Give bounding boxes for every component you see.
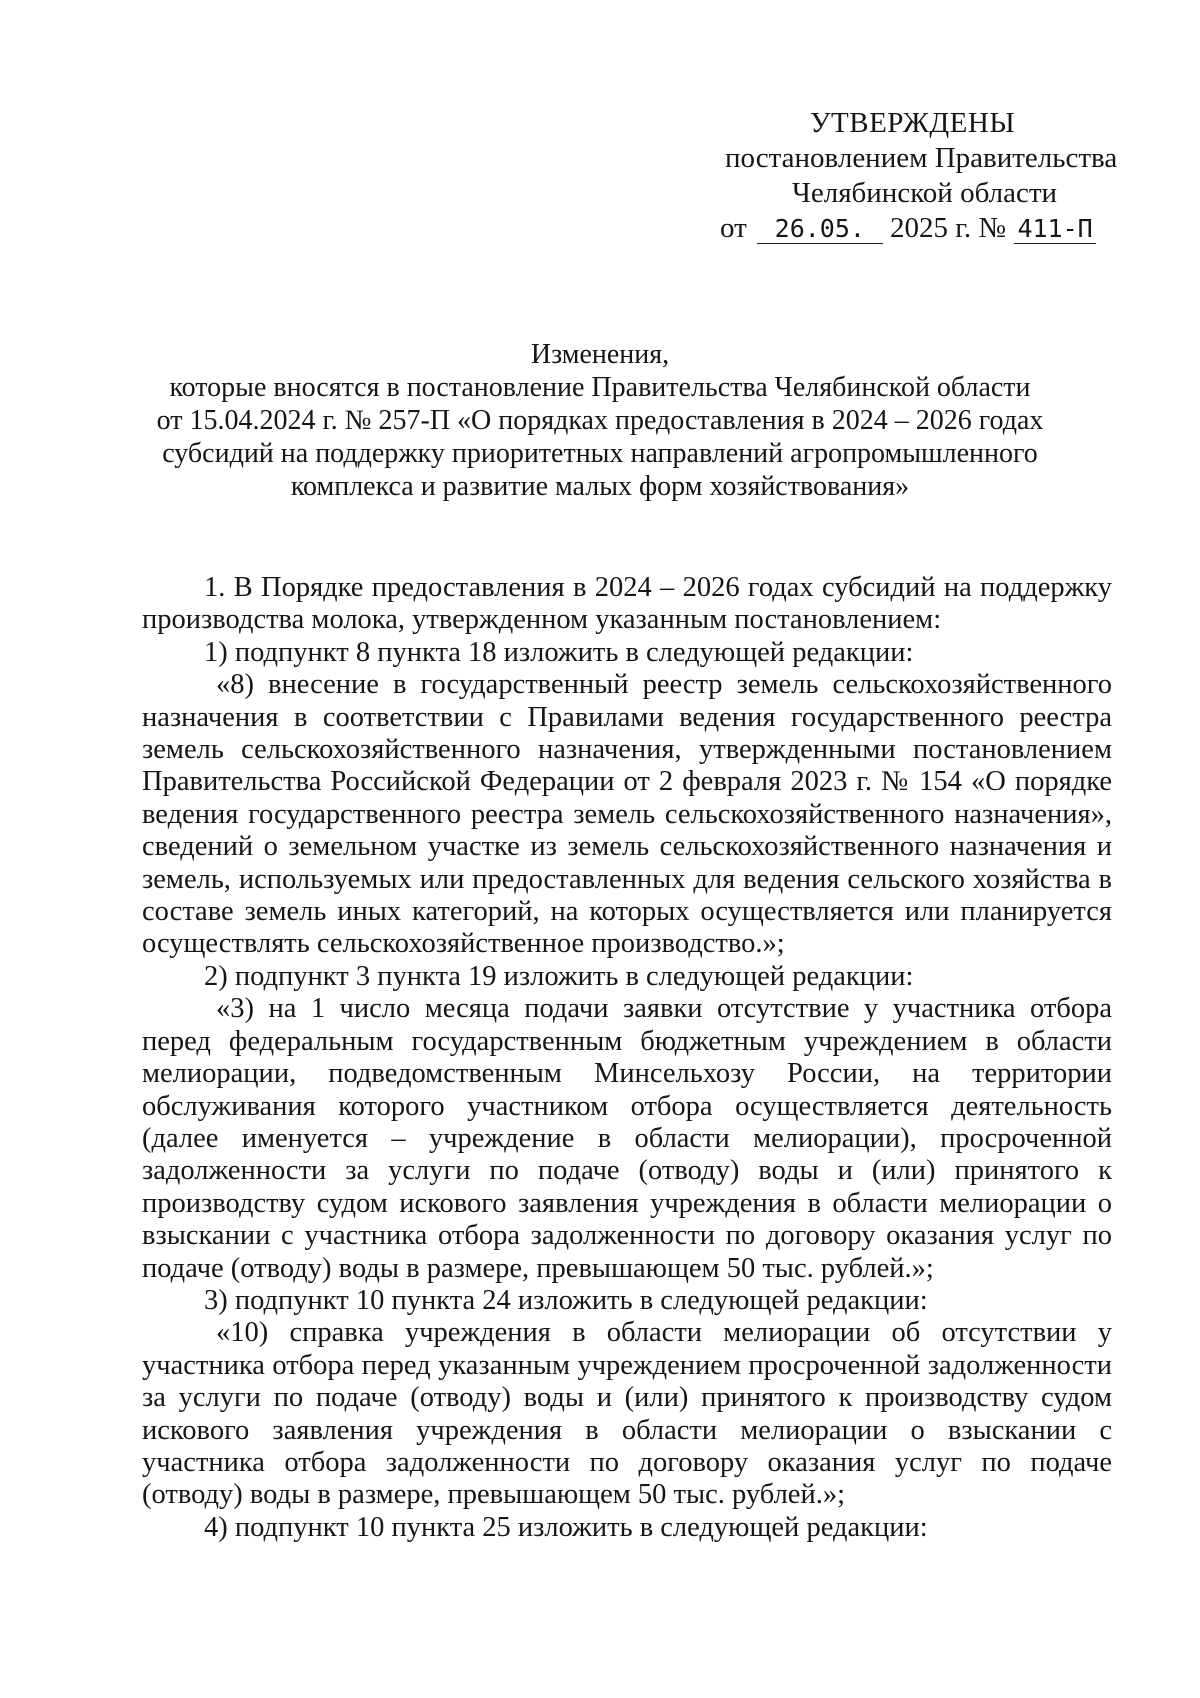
body-paragraph-6: 3) подпункт 10 пункта 24 изложить в следующей редакции: — [204, 1284, 928, 1316]
approval-date-line — [700, 211, 1120, 246]
body-paragraph-8: 4) подпункт 10 пункта 25 изложить в следующей редакции: — [204, 1511, 928, 1543]
heading-title: Изменения, — [530, 339, 670, 370]
approval-prefix: от — [720, 212, 747, 244]
body-paragraph-7: «10) справка учреждения в области мелиорации об отсутствии у участника отбора перед указанным учреждением просроченной задолженности за услуги по подаче (отводу) воды и (или) принятого к производству судом искового заявления учреждения в области мелиорации о взыскании с участника отбора задолженности по договору оказания услуг по подаче (отводу) воды в размере, превышающем 50 тыс. рублей.»; — [142, 1317, 1112, 1511]
approval-date: 26.05. — [757, 215, 883, 244]
body-paragraph-1: 1. В Порядке предоставления в 2024 – 2026 годах субсидий на поддержку производства молока, утвержденном указанным постановлением: — [142, 572, 1112, 636]
heading-line: комплекса и развитие малых форм хозяйствования» — [290, 471, 910, 502]
approval-year: 2025 г. № — [890, 212, 1007, 244]
heading-line: субсидий на поддержку приоритетных направлений агропромышленного — [162, 438, 1038, 469]
body-paragraph-4: 2) подпункт 3 пункта 19 изложить в следующей редакции: — [204, 960, 914, 992]
document-heading — [130, 338, 1070, 503]
body-paragraph-3: «8) внесение в государственный реестр земель сельскохозяйственного назначения в соответствии с Правилами ведения государственного реестра земель сельскохозяйственного назначения, утвержденными постановлением Правительства Российской Федерации от 2 февраля 2023 г. № 154 «О порядке ведения государственного реестра земель сельскохозяйственного назначения», сведений о земельном участке из земель сельскохозяйственного назначения и земель, используемых или предоставленных для ведения сельского хозяйства в составе земель иных категорий, на которых осуществляется или планируется осуществлять сельскохозяйственное производство.»; — [142, 669, 1112, 960]
approval-line-1: постановлением Правительства — [725, 142, 1118, 174]
body-paragraph-5: «3) на 1 число месяца подачи заявки отсутствие у участника отбора перед федеральным государственным бюджетным учреждением в области мелиорации, подведомственным Минсельхозу России, на территории обслуживания которого участником отбора осуществляется деятельность (далее именуется – учреждение в области мелиорации), просроченной задолженности за услуги по подаче (отводу) воды и (или) принятого к производству судом искового заявления учреждения в области мелиорации о взыскании с участника отбора задолженности по договору оказания услуг по подаче (отводу) воды в размере, превышающем 50 тыс. рублей.»; — [142, 993, 1112, 1284]
approval-block — [700, 106, 1120, 246]
heading-line: которые вносятся в постановление Правительства Челябинской области — [169, 372, 1031, 403]
approval-title: УТВЕРЖДЕНЫ — [810, 107, 1016, 139]
body-paragraph-2: 1) подпункт 8 пункта 18 изложить в следующей редакции: — [204, 636, 914, 668]
heading-line: от 15.04.2024 г. № 257-П «О порядках предоставления в 2024 – 2026 годах — [156, 405, 1044, 436]
document-body — [142, 572, 1112, 1544]
approval-number: 411-П — [1014, 215, 1096, 244]
approval-line-2: Челябинской области — [792, 177, 1058, 209]
